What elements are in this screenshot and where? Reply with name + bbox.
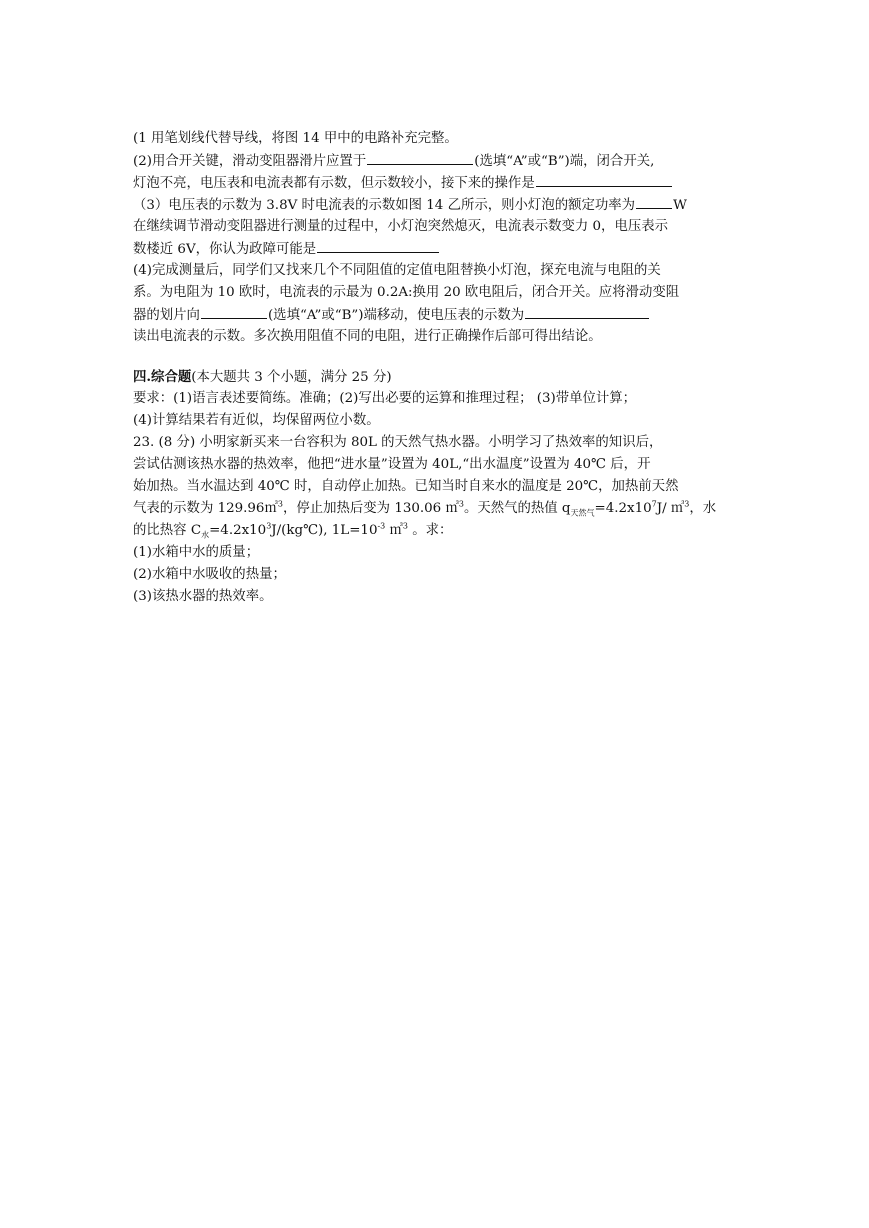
q4-line4-unit: W bbox=[673, 198, 687, 213]
q23-item2: (2)水箱中水吸收的热量； bbox=[133, 567, 286, 582]
q4-line6 bbox=[133, 238, 739, 260]
q23-line4 bbox=[133, 498, 739, 520]
q23-line5-text-b: =4.2x10 bbox=[209, 523, 267, 538]
answer-blank-slider-position[interactable] bbox=[367, 150, 473, 165]
section4-heading: 四.综合题 bbox=[133, 369, 192, 385]
answer-blank-rated-power[interactable] bbox=[636, 194, 672, 209]
q4-line2-text-b: (选填“A”或“B”)端，闭合开关, bbox=[474, 154, 655, 169]
superscript: 3 bbox=[458, 499, 464, 509]
q23-line2: 尝试估测该热水器的热效率，他把“进水量”设置为 40L,“出水温度”设置为 40℃ 后，开 bbox=[133, 457, 651, 472]
q4-line8: 系。为电阻为 10 欧时，电流表的示最为 0.2A:换用 20 欧电阻后，闭合开关。应将滑动变阻 bbox=[133, 285, 680, 300]
q4-line9 bbox=[133, 304, 739, 326]
q23-line4-text-f: ，水 bbox=[689, 501, 717, 516]
superscript: 3 bbox=[402, 521, 409, 531]
superscript: -3 bbox=[377, 521, 386, 531]
section-gap bbox=[133, 348, 739, 366]
section4-requirements-1: 要求：(1)语言表述要简练。准确；(2)写出必要的运算和推理过程； (3)带单位计算； bbox=[133, 391, 637, 406]
q4-line9-text-b: (选填“A”或“B”)端移动，使电压表的示数为 bbox=[267, 308, 525, 323]
q4-line6-text: 数楼近 6V，你认为政障可能是 bbox=[133, 242, 317, 257]
subscript: 水 bbox=[201, 530, 210, 540]
q23-line5-text-c: J/(kg℃), 1L=10 bbox=[271, 523, 378, 538]
q4-line4 bbox=[133, 194, 739, 216]
superscript: 3 bbox=[277, 499, 283, 509]
q4-line10: 读出电流表的示数。多次换用阻值不同的电阻，进行正确操作后部可得出结论。 bbox=[133, 329, 602, 344]
superscript: 7 bbox=[651, 499, 657, 509]
q23-item3: (3)该热水器的热效率。 bbox=[133, 589, 273, 604]
answer-blank-next-operation[interactable] bbox=[536, 172, 672, 187]
q4-line9-text-a: 器的划片向 bbox=[133, 308, 200, 323]
q23-line4-text-d: =4.2x10 bbox=[594, 501, 652, 516]
q4-line3 bbox=[133, 172, 739, 194]
q4-line2 bbox=[133, 150, 739, 172]
q4-line3-text: 灯泡不亮，电压表和电流表都有示数，但示数较小，接下来的操作是 bbox=[133, 176, 535, 191]
q23-line5-text-a: 的比热容 C bbox=[133, 523, 202, 538]
q23-line4-text-e: J/ ㎥ bbox=[656, 501, 685, 516]
answer-blank-fault[interactable] bbox=[317, 238, 439, 253]
q23-item1: (1)水箱中水的质量； bbox=[133, 545, 260, 560]
section4-heading-note: (本大题共 3 个小题，满分 25 分) bbox=[191, 370, 392, 385]
q23-line4-text-b: ，停止加热后变为 130.06 ㎥ bbox=[282, 501, 459, 516]
q23-line3: 始加热。当水温达到 40℃ 时，自动停止加热。已知当时自来水的温度是 20℃，加热前天然 bbox=[133, 479, 679, 494]
q23-line4-text-c: 。天然气的热值 q bbox=[463, 501, 571, 516]
q4-line7: (4)完成测量后，同学们又找来几个不同阻值的定值电阻替换小灯泡，探充电流与电阻的关 bbox=[133, 263, 661, 278]
q23-line1: 23. (8 分) 小明家新买来一台容积为 80L 的天然气热水器。小明学习了热效率的知识后， bbox=[133, 435, 663, 450]
q4-line1: (1 用笔划线代替导线，将图 14 甲中的电路补充完整。 bbox=[133, 131, 458, 146]
q4-line4-text: （3）电压表的示数为 3.8V 时电流表的示数如图 14 乙所示，则小灯泡的额定功率为 bbox=[133, 198, 636, 213]
q23-line5-text-d: ㎥ bbox=[385, 523, 403, 538]
q23-line5-text-e: 。求： bbox=[408, 523, 453, 538]
answer-blank-voltage[interactable] bbox=[525, 304, 649, 319]
q4-line2-text-a: (2)用合开关键，滑动变阻器滑片应置于 bbox=[133, 154, 367, 169]
section4-requirements-2: (4)计算结果若有近似，均保留两位小数。 bbox=[133, 413, 380, 428]
document-content bbox=[133, 128, 739, 608]
q23-line4-text-a: 气表的示数为 129.96㎥ bbox=[133, 501, 278, 516]
q23-line5 bbox=[133, 520, 739, 542]
section4-heading-line bbox=[133, 366, 739, 388]
superscript: 3 bbox=[684, 499, 690, 509]
subscript: 天然气 bbox=[570, 508, 595, 518]
superscript: 3 bbox=[266, 521, 272, 531]
answer-blank-slide-direction[interactable] bbox=[201, 304, 267, 319]
q4-line5: 在继续调节滑动变阻器进行测量的过程中，小灯泡突然熄灭，电流表示数变力 0，电压表示 bbox=[133, 219, 669, 234]
